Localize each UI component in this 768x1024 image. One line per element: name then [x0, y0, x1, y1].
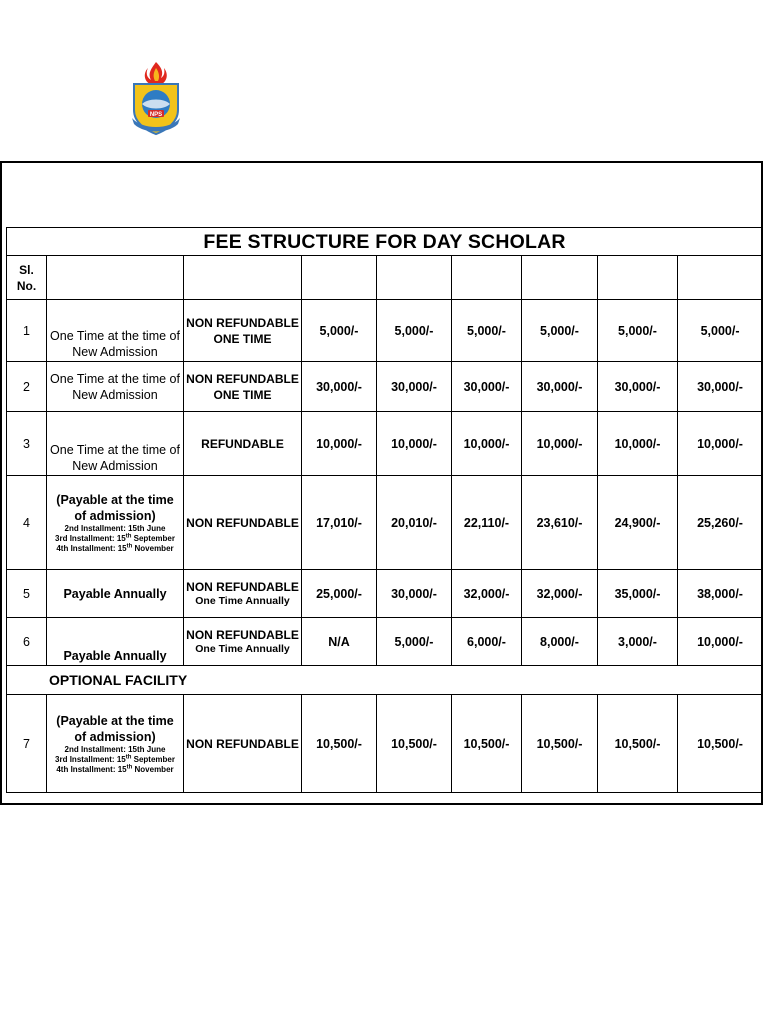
row-value: 10,500/-: [522, 695, 598, 793]
row-type-sub: One Time Annually: [195, 595, 290, 607]
row-value: 23,610/-: [522, 476, 598, 570]
row-value: 10,500/-: [598, 695, 678, 793]
header-empty: [377, 256, 452, 300]
table-row: [7, 300, 763, 362]
row-value: 10,500/-: [377, 695, 452, 793]
row-type: NON REFUNDABLE ONE TIME: [184, 300, 302, 362]
header-empty: [598, 256, 678, 300]
row-value: 5,000/-: [302, 300, 377, 362]
row-type-sub: One Time Annually: [195, 643, 290, 655]
row-sl: 7: [7, 695, 47, 793]
row-value: 20,010/-: [377, 476, 452, 570]
row-value: 10,000/-: [452, 412, 522, 476]
table-row: [7, 618, 763, 666]
header-empty: [302, 256, 377, 300]
row-type: NON REFUNDABLE: [184, 695, 302, 793]
row-value: N/A: [302, 618, 377, 666]
school-crest-logo: [124, 60, 188, 138]
row-description: (Payable at the time of admission): [56, 713, 174, 744]
row-type: NON REFUNDABLE ONE TIME: [184, 362, 302, 412]
row-value: 38,000/-: [678, 570, 763, 618]
header-empty: [452, 256, 522, 300]
table-row: [7, 476, 763, 570]
row-value: 10,500/-: [302, 695, 377, 793]
table-row: [7, 695, 763, 793]
row-description: One Time at the time of New Admission: [47, 300, 184, 362]
fee-table: [6, 227, 763, 793]
row-value: 30,000/-: [377, 570, 452, 618]
row-value: 5,000/-: [522, 300, 598, 362]
header-empty: [47, 256, 184, 300]
installment-line: 2nd Installment: 15th June: [64, 744, 166, 754]
row-value: 10,500/-: [678, 695, 763, 793]
installment-line: 4th Installment: 15th November: [56, 542, 174, 553]
row-value: 5,000/-: [598, 300, 678, 362]
row-value: 32,000/-: [522, 570, 598, 618]
row-value: 10,000/-: [302, 412, 377, 476]
row-description: Payable Annually: [47, 618, 184, 666]
row-description: One Time at the time of New Admission: [47, 362, 184, 412]
installment-line: 3rd Installment: 15th September: [55, 532, 175, 543]
installment-line: 3rd Installment: 15th September: [55, 753, 175, 764]
row-value: 3,000/-: [598, 618, 678, 666]
row-value: 10,000/-: [598, 412, 678, 476]
header-empty: [184, 256, 302, 300]
row-description-cell: [47, 476, 184, 570]
row-type-cell: [184, 570, 302, 618]
row-value: 5,000/-: [452, 300, 522, 362]
row-value: 5,000/-: [377, 618, 452, 666]
table-row: [7, 412, 763, 476]
row-type: NON REFUNDABLE: [184, 476, 302, 570]
row-value: 30,000/-: [678, 362, 763, 412]
installment-line: 4th Installment: 15th November: [56, 763, 174, 774]
header-row: [7, 256, 763, 300]
optional-facility-heading: OPTIONAL FACILITY: [7, 666, 763, 695]
row-value: 30,000/-: [377, 362, 452, 412]
row-value: 8,000/-: [522, 618, 598, 666]
header-sl-no: Sl. No.: [7, 256, 47, 300]
row-type: NON REFUNDABLE: [186, 580, 299, 594]
row-type: REFUNDABLE: [184, 412, 302, 476]
row-description: (Payable at the time of admission): [56, 492, 174, 523]
row-description-cell: [47, 695, 184, 793]
row-sl: 2: [7, 362, 47, 412]
header-empty: [522, 256, 598, 300]
row-value: 24,900/-: [598, 476, 678, 570]
row-value: 10,000/-: [377, 412, 452, 476]
row-value: 30,000/-: [452, 362, 522, 412]
optional-facility-row: [7, 666, 763, 695]
logo-text: NPS: [149, 112, 163, 118]
row-sl: 4: [7, 476, 47, 570]
row-sl: 1: [7, 300, 47, 362]
row-value: 30,000/-: [302, 362, 377, 412]
row-value: 30,000/-: [522, 362, 598, 412]
row-value: 22,110/-: [452, 476, 522, 570]
page-title: FEE STRUCTURE FOR DAY SCHOLAR: [7, 228, 763, 256]
row-sl: 6: [7, 618, 47, 666]
header-empty: [678, 256, 763, 300]
row-value: 10,000/-: [522, 412, 598, 476]
row-sl: 3: [7, 412, 47, 476]
row-value: 5,000/-: [377, 300, 452, 362]
row-type: NON REFUNDABLE: [186, 628, 299, 642]
installment-line: 2nd Installment: 15th June: [64, 523, 166, 533]
row-value: 6,000/-: [452, 618, 522, 666]
row-description: Payable Annually: [47, 570, 184, 618]
row-value: 10,500/-: [452, 695, 522, 793]
row-type-cell: [184, 618, 302, 666]
table-row: [7, 570, 763, 618]
row-value: 32,000/-: [452, 570, 522, 618]
row-description: One Time at the time of New Admission: [47, 412, 184, 476]
row-value: 10,000/-: [678, 618, 763, 666]
row-sl: 5: [7, 570, 47, 618]
row-value: 25,000/-: [302, 570, 377, 618]
row-value: 17,010/-: [302, 476, 377, 570]
row-value: 5,000/-: [678, 300, 763, 362]
row-value: 10,000/-: [678, 412, 763, 476]
row-value: 30,000/-: [598, 362, 678, 412]
row-value: 35,000/-: [598, 570, 678, 618]
table-row: [7, 362, 763, 412]
row-value: 25,260/-: [678, 476, 763, 570]
